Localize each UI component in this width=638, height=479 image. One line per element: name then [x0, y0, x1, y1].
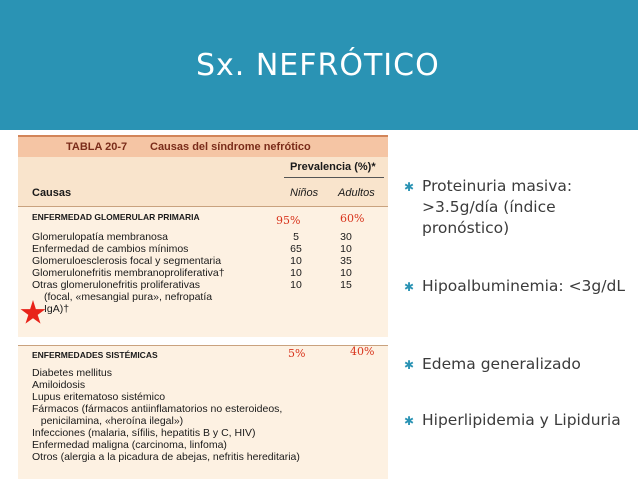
section-heading: ENFERMEDADES SISTÉMICAS: [32, 350, 158, 360]
table-cell-ninos: 10: [290, 255, 302, 267]
annotation-adultos-primary: 60%: [340, 212, 365, 225]
bullet-item: [404, 410, 634, 431]
table-row-cause: Enfermedad maligna (carcinoma, linfoma): [32, 439, 227, 451]
table-row-cause: Glomeruloesclerosis focal y segmentaria: [32, 255, 222, 267]
table-row-cause: penicilamina, «heroína ilegal»): [32, 415, 184, 427]
table-row-cause: Glomerulonefritis membranoproliferativa†: [32, 267, 225, 279]
table-cell-ninos: 10: [290, 279, 302, 291]
table-header-bar: [18, 135, 388, 157]
table-row-cause: (focal, «mesangial pura», nefropatía: [44, 291, 213, 303]
table-title: Causas del síndrome nefrótico: [150, 141, 311, 153]
table-row-cause: Otras glomerulonefritis proliferativas: [32, 279, 201, 291]
adultos-column-header: Adultos: [338, 187, 375, 199]
table-cell-ninos: 65: [290, 243, 302, 255]
causes-table: [18, 135, 388, 479]
asterisk-bullet-icon: ✱: [404, 180, 415, 194]
bullet-text: Hipoalbuminemia: <3g/dL: [422, 277, 625, 295]
annotation-ninos-primary: 95%: [276, 214, 301, 227]
table-row-cause: IgA)†: [44, 303, 70, 315]
prevalence-header: Prevalencia (%)*: [290, 161, 376, 173]
table-cell-adultos: 30: [340, 231, 352, 243]
table-cell-adultos: 10: [340, 243, 352, 255]
annotation-ninos-systemic: 5%: [288, 347, 306, 360]
table-cell-ninos: 5: [293, 231, 299, 243]
table-row-cause: Lupus eritematoso sistémico: [32, 391, 166, 403]
bullet-item: [404, 354, 634, 375]
table-row-cause: Fármacos (fármacos antiinflamatorios no esteroideos,: [32, 403, 283, 415]
table-column-header: [18, 157, 388, 207]
prevalence-divider: [284, 177, 384, 178]
table-cell-adultos: 15: [340, 279, 352, 291]
table-cell-adultos: 35: [340, 255, 352, 267]
table-row-cause: Infecciones (malaria, sífilis, hepatitis B y C, HIV): [32, 427, 256, 439]
bullet-item: [404, 276, 634, 297]
bullet-item: [404, 176, 634, 239]
asterisk-bullet-icon: ✱: [404, 280, 415, 294]
bullet-text: Edema generalizado: [422, 355, 581, 373]
annotation-adultos-systemic: 40%: [350, 345, 375, 358]
slide-title: Sx. NEFRÓTICO: [196, 48, 440, 83]
causes-column-header: Causas: [32, 187, 72, 199]
asterisk-bullet-icon: ✱: [404, 414, 415, 428]
table-cell-adultos: 10: [340, 267, 352, 279]
table-cell-ninos: 10: [290, 267, 302, 279]
table-row-cause: Enfermedad de cambios mínimos: [32, 243, 189, 255]
table-row-cause: Diabetes mellitus: [32, 367, 112, 379]
bullet-text: Proteinuria masiva: >3.5g/día (índice pronóstico): [422, 177, 573, 237]
table-number: TABLA 20-7: [66, 141, 128, 153]
bullet-text: Hiperlipidemia y Lipiduria: [422, 411, 621, 429]
ninos-column-header: Niños: [290, 187, 319, 199]
table-row-cause: Glomerulopatía membranosa: [32, 231, 168, 243]
section-heading: ENFERMEDAD GLOMERULAR PRIMARIA: [32, 212, 200, 222]
asterisk-bullet-icon: ✱: [404, 358, 415, 372]
table-row-cause: Amiloidosis: [32, 379, 86, 391]
table-row-cause: Otros (alergia a la picadura de abejas, nefritis hereditaria): [32, 451, 300, 463]
